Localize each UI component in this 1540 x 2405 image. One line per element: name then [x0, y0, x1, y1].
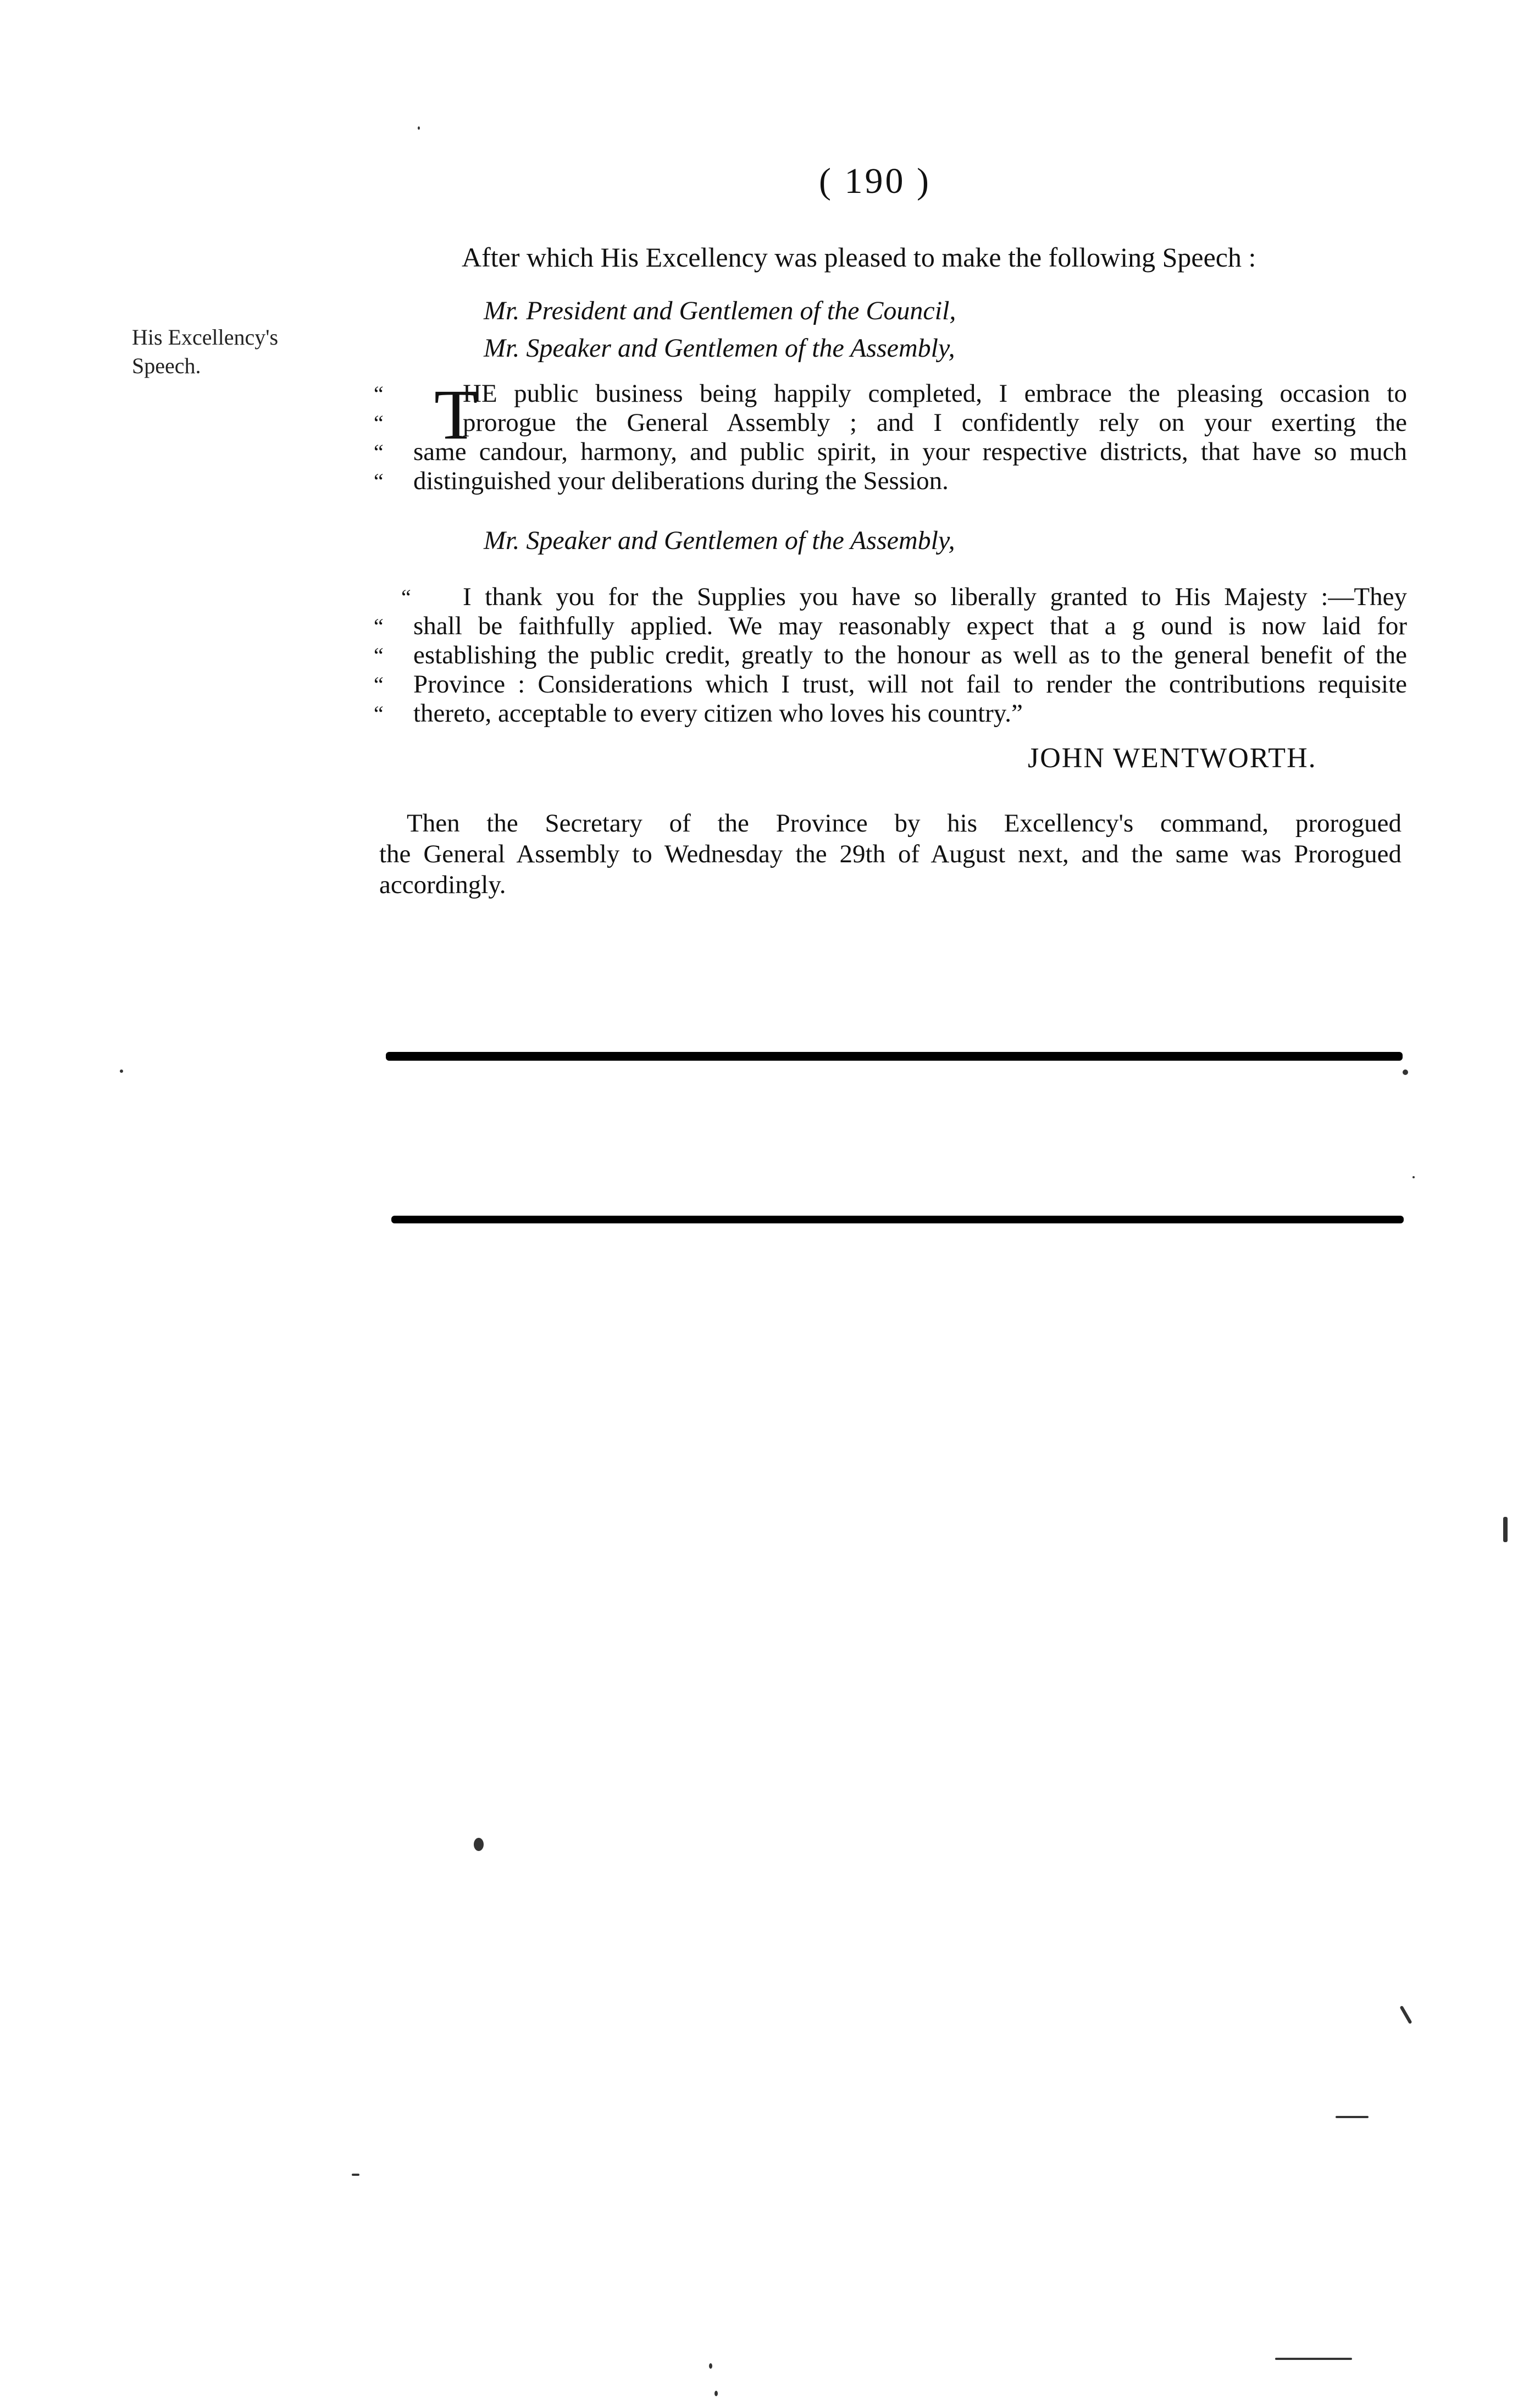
margin-note-line: Speech.: [132, 353, 201, 378]
speech-line-text: HE public business being happily completed, I embrace the pleasing occasion to: [463, 379, 1407, 408]
closing-line: accordingly.: [379, 871, 506, 899]
speech-line: [374, 379, 1407, 408]
speech-line: [374, 641, 1407, 670]
speech-line: [374, 699, 1407, 728]
ink-speck: [1336, 2116, 1369, 2118]
ink-speck: [709, 2363, 712, 2369]
speech-line-text: Province : Considerations which I trust, will not fail to render the contributions requisite: [413, 670, 1407, 699]
address-council: Mr. President and Gentlemen of the Council,: [484, 296, 956, 325]
horizontal-rule: [391, 1216, 1404, 1223]
ink-speck: [120, 1069, 123, 1073]
quote-mark: “: [374, 469, 384, 494]
closing-line: Then the Secretary of the Province by his Excellency's command, prorogued: [407, 809, 1401, 838]
quote-mark: “: [374, 643, 384, 668]
speech-line-text: distinguished your deliberations during the Session.: [413, 467, 949, 495]
quote-mark: “: [374, 381, 384, 406]
ink-speck: [714, 2391, 718, 2396]
speech-line: [374, 583, 1407, 612]
drop-cap: T: [434, 375, 478, 455]
ink-speck: [418, 126, 420, 130]
speech-line: [374, 437, 1407, 467]
signature: JOHN WENTWORTH.: [1028, 742, 1317, 774]
speech-line: [374, 467, 1407, 496]
speech-line-text: establishing the public credit, greatly to the honour as well as to the general benefit of the: [413, 641, 1407, 669]
ink-speck: [1399, 2005, 1412, 2024]
quote-mark: “: [374, 440, 384, 464]
quote-mark: “: [374, 614, 384, 639]
ink-speck: [474, 1838, 484, 1851]
speech-paragraph-1: [374, 375, 1407, 496]
speech-line: [374, 408, 1407, 437]
horizontal-rule: [386, 1052, 1403, 1061]
address-assembly: Mr. Speaker and Gentlemen of the Assembly,: [484, 334, 955, 363]
ink-speck: [1412, 1176, 1415, 1178]
ink-speck: [1403, 1069, 1408, 1075]
speech-line-text: I thank you for the Supplies you have so liberally granted to His Majesty :—They: [463, 583, 1407, 611]
address-assembly-only: Mr. Speaker and Gentlemen of the Assembly,: [484, 526, 955, 555]
closing-paragraph: [379, 808, 1401, 900]
quote-mark: “: [401, 585, 411, 609]
intro-line: After which His Excellency was pleased to make the following Speech :: [462, 242, 1256, 273]
quote-mark: “: [374, 672, 384, 697]
speech-line-text: thereto, acceptable to every citizen who loves his country.”: [413, 699, 1023, 728]
speech-paragraph-2: [374, 583, 1407, 728]
ink-speck: [352, 2174, 359, 2176]
speech-line-text: shall be faithfully applied. We may reasonably expect that a g ound is now laid for: [413, 612, 1407, 640]
closing-line: the General Assembly to Wednesday the 29th of August next, and the same was Prorogued: [379, 840, 1401, 868]
ink-speck: [1275, 2358, 1352, 2360]
speech-line-text: same candour, harmony, and public spirit, in your respective districts, that have so much: [413, 437, 1407, 466]
margin-note-line: His Excellency's: [132, 325, 279, 350]
speech-line-text: prorogue the General Assembly ; and I confidently rely on your exerting the: [463, 408, 1407, 437]
page-number: ( 190 ): [819, 161, 931, 201]
ink-speck: [1503, 1517, 1508, 1542]
quote-mark: “: [374, 411, 384, 435]
margin-note: [132, 323, 363, 380]
quote-mark: “: [374, 701, 384, 726]
speech-line: [374, 612, 1407, 641]
speech-line: [374, 670, 1407, 699]
